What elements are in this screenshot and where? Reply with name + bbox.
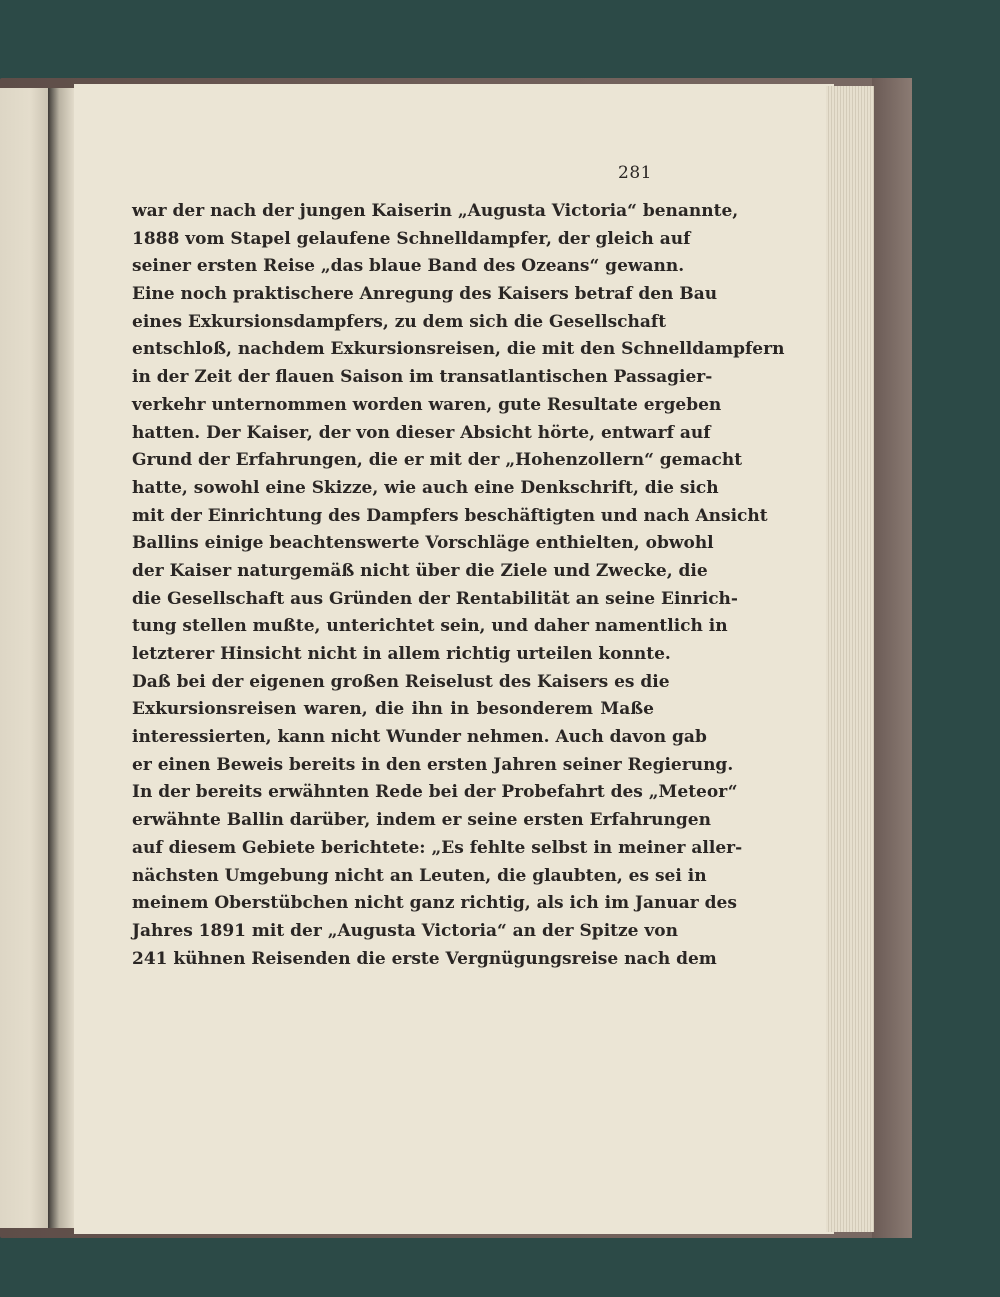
text-line: meinem Oberstübchen nicht ganz richtig, als ich im Januar des (132, 893, 737, 914)
text-line: hatten. Der Kaiser, der von dieser Absicht hörte, entwarf auf (132, 422, 711, 443)
page-stack-edges (826, 86, 874, 1232)
text-line: auf diesem Gebiete berichtete: „Es fehlte selbst in meiner aller- (132, 837, 743, 858)
page-number: 281 (618, 163, 652, 183)
book-cover-edge (872, 78, 912, 1238)
text-line: Exkursionsreisen waren, die ihn in besonderem Maße (132, 699, 654, 720)
text-line: Grund der Erfahrungen, die er mit der „Hohenzollern“ gemacht (132, 450, 743, 471)
text-line: 241 kühnen Reisenden die erste Vergnügungsreise nach dem (132, 948, 717, 969)
book-gutter (48, 88, 76, 1228)
text-line: in der Zeit der flauen Saison im transatlantischen Passagier- (132, 367, 713, 388)
text-line: der Kaiser naturgemäß nicht über die Ziele und Zwecke, die (132, 560, 708, 581)
text-line: Jahres 1891 mit der „Augusta Victoria“ an der Spitze von (132, 920, 678, 941)
text-line: 1888 vom Stapel gelaufene Schnelldampfer, der gleich auf (132, 228, 691, 249)
text-line: eines Exkursionsdampfers, zu dem sich die Gesellschaft (132, 311, 667, 332)
text-line: nächsten Umgebung nicht an Leuten, die glaubten, es sei in (132, 865, 707, 886)
text-line: Ballins einige beachtenswerte Vorschläge enthielten, obwohl (132, 533, 714, 554)
text-line: entschloß, nachdem Exkursionsreisen, die mit den Schnelldampfern (132, 339, 785, 360)
text-line: tung stellen mußte, unterichtet sein, und daher namentlich in (132, 616, 728, 637)
text-line: Eine noch praktischere Anregung des Kaisers betraf den Bau (132, 284, 718, 305)
text-line: hatte, sowohl eine Skizze, wie auch eine Denkschrift, die sich (132, 477, 719, 498)
text-line: In der bereits erwähnten Rede bei der Probefahrt des „Meteor“ (132, 782, 738, 803)
text-line: die Gesellschaft aus Gründen der Rentabilität an seine Einrich- (132, 588, 738, 609)
text-line: war der nach der jungen Kaiserin „Augusta Victoria“ benannte, (132, 201, 739, 221)
text-line: letzterer Hinsicht nicht in allem richtig urteilen konnte. (132, 644, 671, 664)
left-page (0, 88, 50, 1228)
text-line: er einen Beweis bereits in den ersten Jahren seiner Regierung. (132, 754, 734, 775)
text-line: interessierten, kann nicht Wunder nehmen. Auch davon gab (132, 727, 707, 748)
text-line: verkehr unternommen worden waren, gute Resultate ergeben (132, 394, 722, 415)
text-line: mit der Einrichtung des Dampfers beschäftigten und nach Ansicht (132, 505, 768, 526)
text-line: erwähnte Ballin darüber, indem er seine ersten Erfahrungen (132, 810, 711, 831)
text-line: Daß bei der eigenen großen Reiselust des Kaisers es die (132, 671, 670, 692)
body-text (132, 198, 785, 973)
text-line: seiner ersten Reise „das blaue Band des Ozeans“ gewann. (132, 256, 685, 277)
